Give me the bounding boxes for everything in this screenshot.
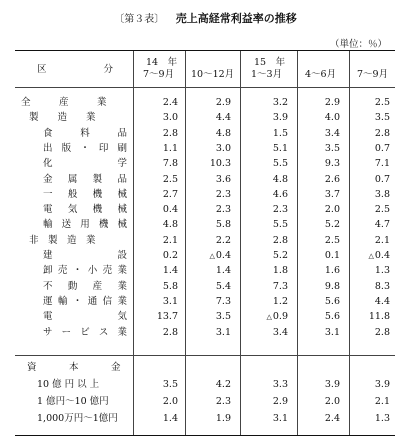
value-cell: 8.3: [374, 280, 390, 292]
value-cell: 1.4: [162, 265, 178, 277]
row-label: 輸送用機械: [43, 219, 127, 231]
value-cell: 9.3: [324, 158, 340, 170]
header-col-1-year: 14 年: [146, 57, 178, 68]
row-label: 非 製 造 業: [29, 234, 96, 246]
value-text: 0.4: [215, 250, 231, 261]
value-cell: 5.6: [324, 311, 340, 323]
value-cell: 5.5: [272, 219, 288, 231]
value-cell: 1.3: [374, 413, 390, 424]
row-label: 電 気: [43, 311, 127, 323]
value-cell: 2.1: [374, 396, 390, 407]
value-cell: 2.5: [374, 97, 390, 108]
value-cell: 5.5: [272, 158, 288, 170]
capital-row-label: 1 億円～10 億円: [37, 396, 109, 407]
value-cell: 3.9: [324, 379, 340, 390]
value-cell: 3.5: [374, 112, 390, 124]
value-cell: 2.8: [272, 234, 288, 246]
row-label: 卸売・小売業: [43, 265, 127, 277]
value-cell: 2.5: [162, 173, 178, 185]
row-label: 金属製品: [43, 173, 127, 185]
header-category: 区 分: [37, 64, 114, 75]
row-label: 一般機械: [43, 188, 127, 200]
value-cell: 3.9: [272, 112, 288, 124]
value-cell: 0.4: [162, 204, 178, 216]
value-cell: 0.1: [324, 250, 340, 261]
value-cell: 5.1: [272, 142, 288, 154]
value-cell: 2.1: [162, 234, 178, 246]
value-cell: 2.4: [162, 97, 178, 108]
value-cell: 2.9: [324, 97, 340, 108]
value-text: 0.9: [272, 311, 288, 323]
value-cell: 2.0: [162, 396, 178, 407]
value-cell: 7.1: [374, 158, 390, 170]
value-cell: 5.4: [215, 280, 231, 292]
data-table: [15, 50, 395, 436]
table-title-text: 売上高経常利益率の推移: [175, 12, 297, 25]
value-cell: 2.8: [162, 326, 178, 338]
header-col-4-months: 4～6月: [305, 69, 337, 80]
row-label: 運輸・通信業: [43, 295, 127, 307]
value-cell: 3.4: [324, 127, 340, 139]
header-col-1-months: 7～9月: [143, 69, 175, 80]
capital-row-label: 10 億 円 以 上: [37, 379, 100, 390]
value-cell: 7.8: [162, 158, 178, 170]
header-col-2-months: 10～12月: [191, 69, 235, 80]
row-label: 出版・印刷: [43, 142, 127, 154]
value-cell: 3.0: [162, 112, 178, 124]
value-cell: 0.7: [374, 173, 390, 185]
value-cell: 1.8: [272, 265, 288, 277]
value-cell: 2.8: [374, 127, 390, 139]
value-cell: 2.6: [324, 173, 340, 185]
value-cell: 2.0: [324, 396, 340, 407]
table-title: [0, 10, 411, 26]
value-cell: 9.8: [324, 280, 340, 292]
value-cell: 1.1: [162, 142, 178, 154]
value-cell: [242, 309, 288, 324]
value-cell: 4.8: [272, 173, 288, 185]
header-divider: [15, 87, 395, 88]
value-cell: 4.2: [215, 379, 231, 390]
value-cell: 5.2: [324, 219, 340, 231]
value-cell: 1.3: [374, 265, 390, 277]
value-cell: [344, 248, 390, 263]
row-label: サ ー ビ ス 業: [43, 326, 127, 338]
value-cell: 5.6: [324, 295, 340, 307]
column-divider: [240, 51, 241, 435]
value-cell: 3.1: [272, 413, 288, 424]
value-cell: 2.5: [324, 234, 340, 246]
value-cell: 3.2: [272, 97, 288, 108]
value-cell: 1.2: [272, 295, 288, 307]
value-cell: 2.8: [162, 127, 178, 139]
value-cell: 2.9: [272, 396, 288, 407]
value-cell: 4.7: [374, 219, 390, 231]
value-cell: 2.7: [162, 188, 178, 200]
value-cell: 3.1: [215, 326, 231, 338]
value-cell: 2.2: [215, 234, 231, 246]
value-cell: [185, 248, 231, 263]
header-col-3-year: 15 年: [254, 57, 286, 68]
value-cell: 4.8: [162, 219, 178, 231]
value-cell: 2.3: [215, 204, 231, 216]
value-cell: 2.8: [374, 326, 390, 338]
row-label: 食 料 品: [43, 127, 127, 139]
value-cell: 2.0: [324, 204, 340, 216]
value-cell: 10.3: [209, 158, 231, 170]
value-cell: 11.8: [368, 311, 390, 323]
value-cell: 1.5: [272, 127, 288, 139]
value-cell: 3.7: [324, 188, 340, 200]
value-cell: 2.4: [324, 413, 340, 424]
row-label: 全 産 業: [21, 97, 107, 108]
value-cell: 5.8: [215, 219, 231, 231]
value-cell: 4.0: [324, 112, 340, 124]
value-cell: 3.1: [324, 326, 340, 338]
value-cell: 3.4: [272, 326, 288, 338]
value-cell: 3.5: [324, 142, 340, 154]
value-cell: 3.5: [162, 379, 178, 390]
section-divider: [15, 355, 395, 356]
value-cell: 5.8: [162, 280, 178, 292]
capital-row-label: 1,000万円～1億円: [37, 413, 118, 424]
unit-label: （単位：％）: [329, 39, 387, 50]
value-cell: 4.4: [374, 295, 390, 307]
negative-marker-icon: △: [209, 252, 215, 260]
value-cell: 5.2: [272, 250, 288, 261]
value-text: 0.4: [374, 250, 390, 261]
row-label: 建 設: [43, 250, 127, 261]
value-cell: 1.9: [215, 413, 231, 424]
value-cell: 0.2: [162, 250, 178, 261]
value-cell: 2.3: [215, 396, 231, 407]
value-cell: 3.1: [162, 295, 178, 307]
value-cell: 4.4: [215, 112, 231, 124]
header-col-5-months: 7～9月: [357, 69, 389, 80]
value-cell: 3.5: [215, 311, 231, 323]
value-cell: 2.3: [272, 204, 288, 216]
value-cell: 1.4: [215, 265, 231, 277]
value-cell: 1.6: [324, 265, 340, 277]
value-cell: 2.1: [374, 234, 390, 246]
table-number: 〔第３表〕: [114, 14, 165, 25]
value-cell: 2.3: [215, 188, 231, 200]
value-cell: 13.7: [156, 311, 178, 323]
value-cell: 2.9: [215, 97, 231, 108]
row-label: 化 学: [43, 158, 127, 170]
row-label: 電気機械: [43, 204, 127, 216]
value-cell: 4.8: [215, 127, 231, 139]
header-col-3-months: 1～3月: [251, 69, 283, 80]
value-cell: 3.3: [272, 379, 288, 390]
value-cell: 3.6: [215, 173, 231, 185]
negative-marker-icon: △: [266, 313, 272, 322]
row-label: 製 造 業: [29, 112, 96, 124]
negative-marker-icon: △: [368, 252, 374, 260]
capital-header: 資 本 金: [27, 362, 122, 373]
value-cell: 4.6: [272, 188, 288, 200]
value-cell: 3.9: [374, 379, 390, 390]
value-cell: 1.4: [162, 413, 178, 424]
value-cell: 3.0: [215, 142, 231, 154]
value-cell: 3.8: [374, 188, 390, 200]
value-cell: 0.7: [374, 142, 390, 154]
value-cell: 2.5: [374, 204, 390, 216]
row-label: 不 動 産 業: [43, 280, 127, 292]
value-cell: 7.3: [215, 295, 231, 307]
value-cell: 7.3: [272, 280, 288, 292]
